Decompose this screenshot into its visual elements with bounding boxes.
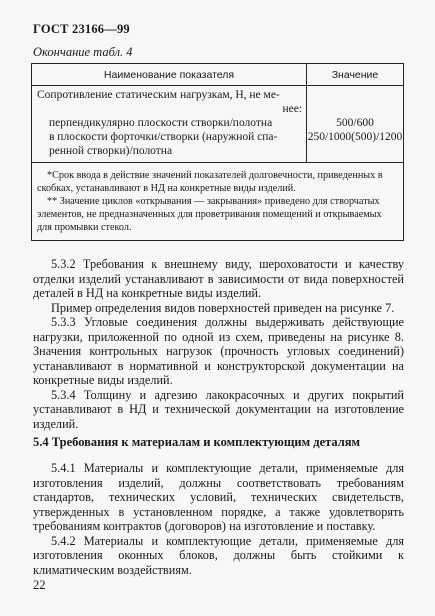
column-header-value: Значение bbox=[307, 64, 404, 86]
section-heading: 5.4 Требования к материалам и комплектующим деталям bbox=[33, 435, 361, 449]
paragraph-5-4-1: 5.4.1 Материалы и комплектующие детали, применяемые для изготовления изделий, должны соответствовать требованиям стандартов, технических условий, технических свидетельств, утвержденных в установленном порядке, а также удовлетворять требованиям контрактов (договоров) на изготовление и поставку. bbox=[33, 461, 404, 533]
table-notes bbox=[32, 163, 404, 241]
table-header-row bbox=[32, 64, 404, 86]
indicator-table bbox=[31, 63, 404, 241]
paragraph-5-3-4: 5.3.4 Толщину и адгезию лакокрасочных и других покрытий устанавливают в НД и технической документации на изготовление изделий. bbox=[33, 387, 404, 431]
table-row bbox=[32, 86, 404, 163]
indicator-value: 250/1000(500)/1200 bbox=[307, 131, 403, 143]
indicator-name-line: в плоскости форточки/створки (наружной спа- bbox=[49, 131, 278, 143]
indicator-value: 500/600 bbox=[336, 117, 374, 129]
paragraph-5-4-2: 5.4.2 Материалы и комплектующие детали, применяемые для изготовления оконных блоков, должны быть стойкими к климатическим воздействиям. bbox=[33, 533, 404, 577]
table-note: *Срок ввода в действие значений показателей долговечности, приведенных в скобках, устанавливают в НД на конкретные виды изделий. bbox=[37, 170, 383, 194]
indicator-name-line: ренной створки)/полотна bbox=[49, 145, 173, 157]
indicator-name-line: перпендикулярно плоскости створки/полотна bbox=[49, 117, 273, 129]
indicator-value-cell bbox=[307, 86, 404, 163]
paragraph-5-3-3: 5.3.3 Угловые соединения должны выдерживать действующие нагрузки, приложенной по одной из схем, приведены на рисунке 8. Значения контрольных нагрузок (прочность угловых соединений) устанавливают в нормативной и конструкторской документации на конкретные виды изделий. bbox=[33, 315, 404, 387]
section-5-4-text bbox=[33, 461, 404, 577]
paragraph-example: Пример определения видов поверхностей приведен на рисунке 7. bbox=[51, 300, 395, 315]
table-caption: Окончание табл. 4 bbox=[33, 45, 133, 59]
indicator-name-line: Сопротивление статическим нагрузкам, Н, не ме- bbox=[37, 89, 280, 101]
page-number: 22 bbox=[33, 578, 46, 592]
column-header-name: Наименование показателя bbox=[32, 64, 307, 86]
paragraph-5-3-2: 5.3.2 Требования к внешнему виду, шероховатости и качеству отделки изделий устанавливают в зависимости от вида поверхностей деталей в НД на конкретные виды изделий. bbox=[33, 257, 404, 300]
section-5-3-text bbox=[33, 257, 404, 431]
indicator-name-cell bbox=[32, 86, 307, 163]
table-note: ** Значение циклов «открывания — закрывания» приведено для створчатых элементов, не предназначенных для проветривания помещений и открываемых для промывки стекол. bbox=[37, 196, 382, 233]
indicator-name-line: нее: bbox=[282, 103, 302, 115]
document-id: ГОСТ 23166—99 bbox=[33, 22, 130, 36]
table-notes-row bbox=[32, 163, 404, 241]
